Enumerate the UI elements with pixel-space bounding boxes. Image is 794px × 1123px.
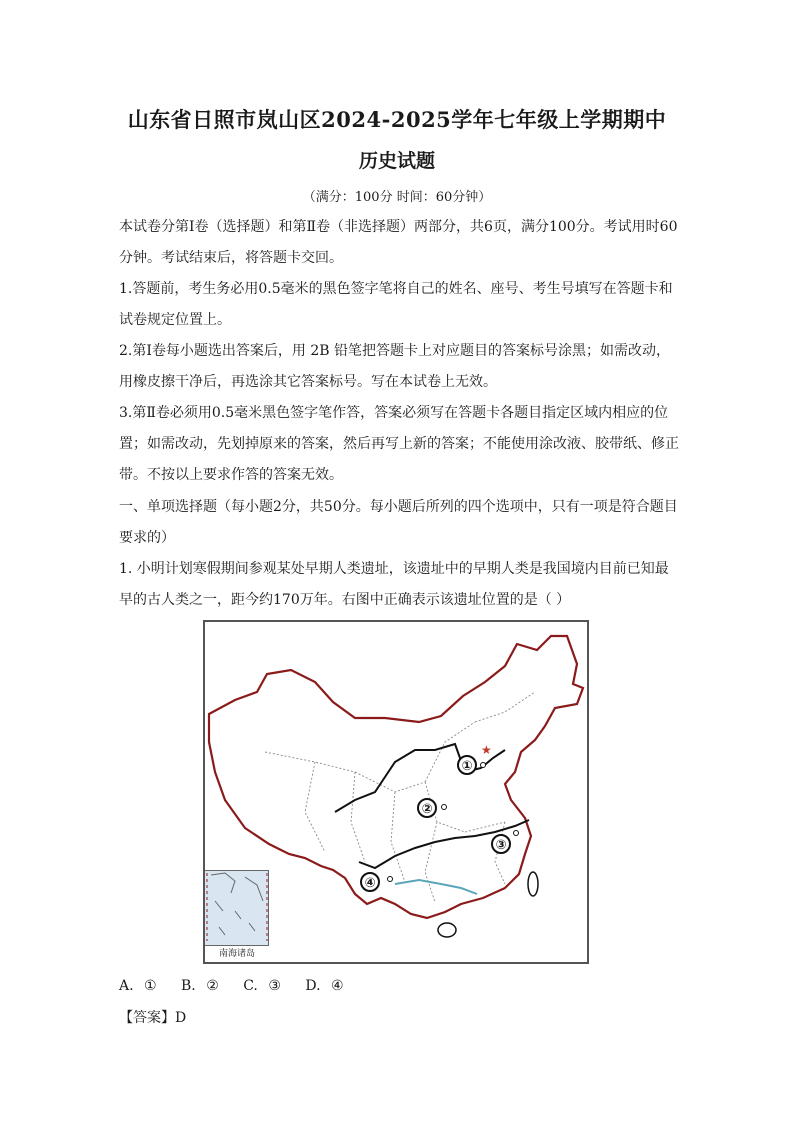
exam-subject-title: 历史试题 [358,150,435,172]
site-dot-4 [387,876,393,882]
option-b[interactable]: B. ② [181,978,219,994]
section-heading: 一、单项选择题（每小题2分，共50分。每小题后所列的四个选项中，只有一项是符合题目要求的） [119,499,678,546]
china-map-figure [203,620,589,964]
capital-star-icon: ★ [481,743,492,757]
exam-info: （满分：100分 时间：60分钟） [302,190,492,205]
option-d[interactable]: D. ④ [305,978,344,994]
exam-title: 山东省日照市岚山区2024-2025学年七年级上学期期中 [127,107,667,132]
map-marker-1: ① [457,755,477,775]
site-dot-3 [513,830,519,836]
instruction-item-3: 3.第Ⅱ卷必须用0.5毫米黑色签字笔作答，答案必须写在答题卡各题目指定区域内相应的位置；如需改动，先划掉原来的答案，然后再写上新的答案；不能使用涂改液、胶带纸、修正带。不按以上要求作答的答案无效。 [119,405,679,483]
province-borders [265,692,535,902]
hainan-island [438,923,456,937]
question-1-stem: 1. 小明计划寒假期间参观某处早期人类遗址，该遗址中的早期人类是我国境内目前已知最早的古人类之一，距今约170万年。右图中正确表示该遗址位置的是（ ） [119,561,669,608]
inset-label: 南海诸岛 [205,945,269,962]
pearl-river [395,880,477,894]
instruction-item-2: 2.第Ⅰ卷每小题选出答案后，用 2B 铅笔把答题卡上对应题目的答案标号涂黑；如需改动，用橡皮擦干净后，再选涂其它答案标号。写在本试卷上无效。 [119,343,670,390]
option-c[interactable]: C. ③ [243,978,281,994]
option-a[interactable]: A. ① [119,978,157,994]
taiwan-island [528,872,538,896]
inset-map-icon [205,871,269,947]
map-marker-4: ④ [360,872,380,892]
site-dot-2 [441,804,447,810]
question-1-answer: 【答案】D [119,1010,187,1026]
question-1-options [119,975,358,997]
map-marker-3: ③ [491,834,511,854]
map-marker-2: ② [417,798,437,818]
instruction-item-1: 1.答题前，考生务必用0.5毫米的黑色签字笔将自己的姓名、座号、考生号填写在答题卡和试卷规定位置上。 [119,281,673,328]
south-china-sea-inset [205,870,269,962]
site-dot-1 [480,762,486,768]
instructions-intro: 本试卷分第Ⅰ卷（选择题）和第Ⅱ卷（非选择题）两部分，共6页，满分100分。考试用时60分钟。考试结束后，将答题卡交回。 [119,219,678,266]
